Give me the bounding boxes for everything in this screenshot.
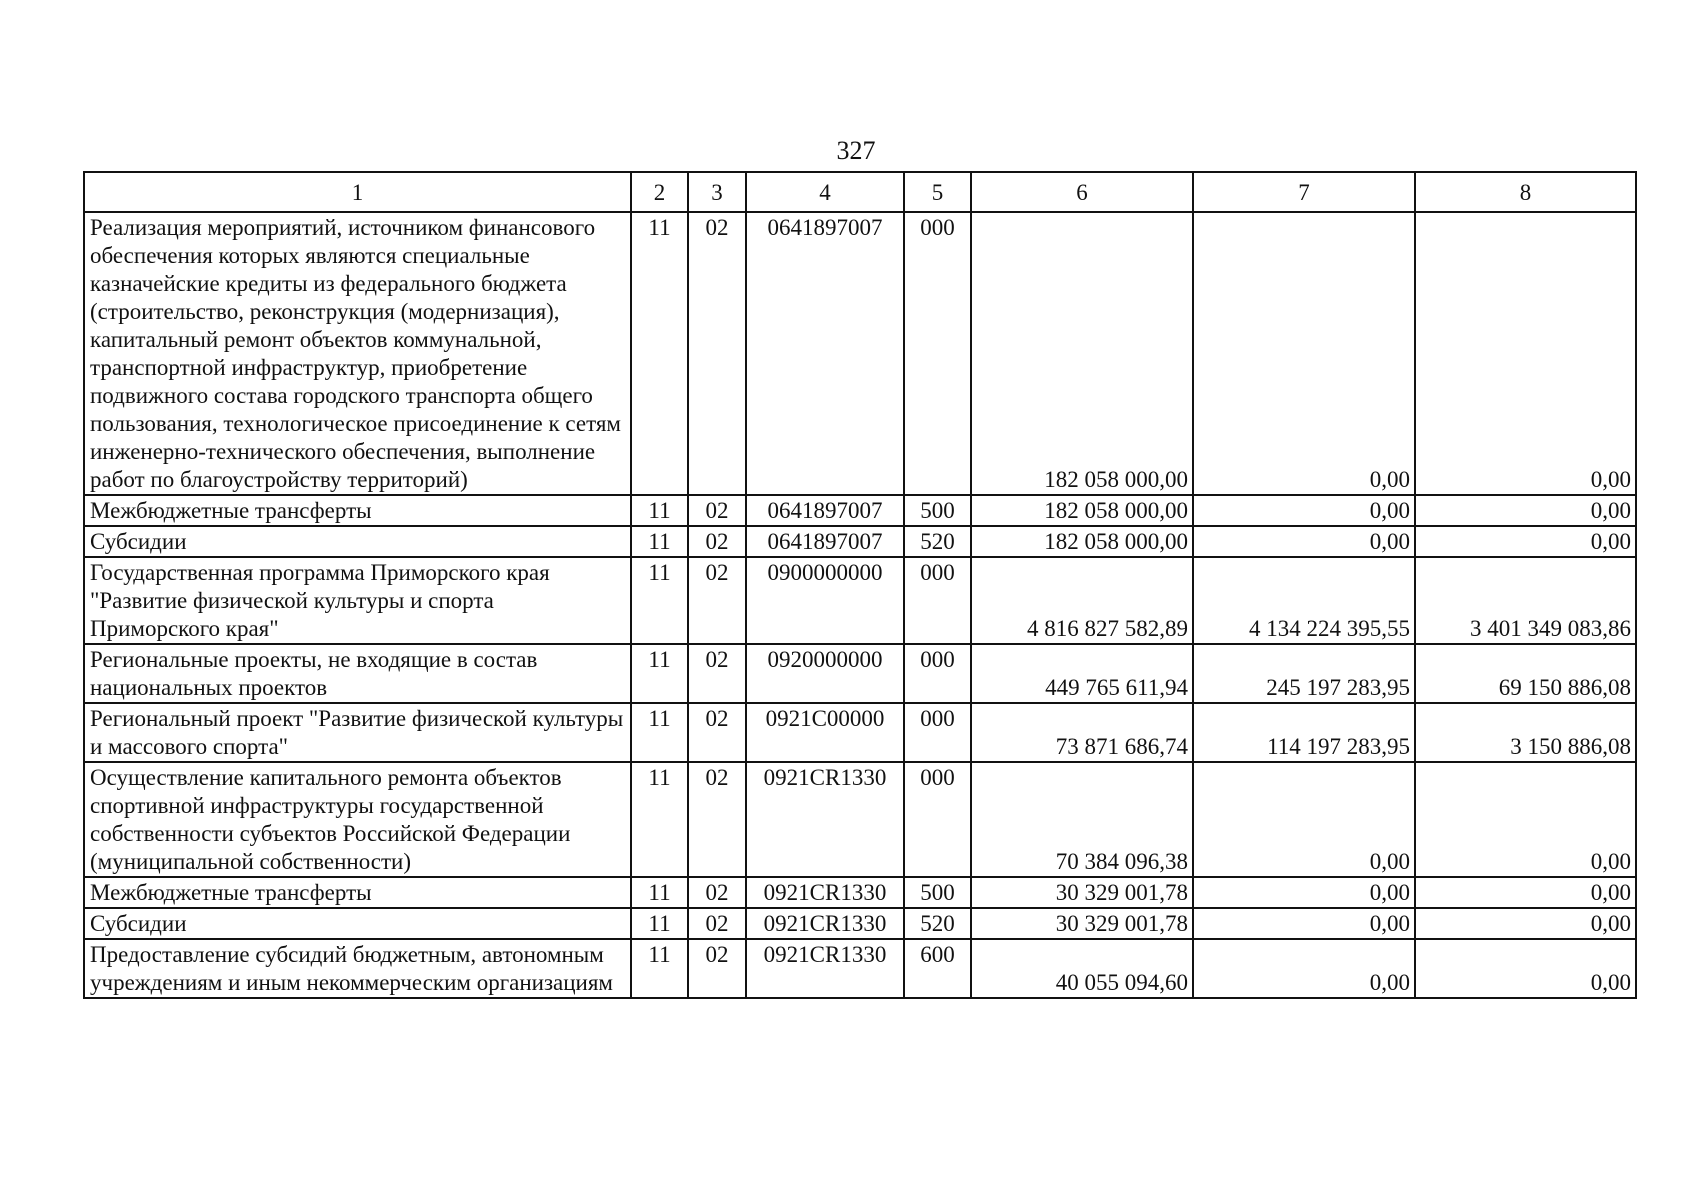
amount-col-8: 0,00 bbox=[1415, 526, 1636, 557]
header-cell: 5 bbox=[904, 172, 971, 212]
subsection-code: 02 bbox=[688, 762, 746, 877]
subsection-code: 02 bbox=[688, 557, 746, 644]
header-cell: 6 bbox=[971, 172, 1193, 212]
amount-col-7: 0,00 bbox=[1193, 877, 1415, 908]
header-cell: 8 bbox=[1415, 172, 1636, 212]
target-article-code: 0641897007 bbox=[746, 212, 904, 495]
row-name: Межбюджетные трансферты bbox=[84, 495, 631, 526]
section-code: 11 bbox=[631, 212, 688, 495]
subsection-code: 02 bbox=[688, 877, 746, 908]
expense-type-code: 000 bbox=[904, 703, 971, 762]
amount-col-7: 0,00 bbox=[1193, 212, 1415, 495]
row-name: Региональный проект "Развитие физической культуры и массового спорта" bbox=[84, 703, 631, 762]
table-row bbox=[84, 495, 1636, 526]
amount-col-6: 182 058 000,00 bbox=[971, 495, 1193, 526]
amount-col-8: 0,00 bbox=[1415, 908, 1636, 939]
table-row bbox=[84, 877, 1636, 908]
section-code: 11 bbox=[631, 939, 688, 998]
target-article-code: 0921С00000 bbox=[746, 703, 904, 762]
page-number: 327 bbox=[836, 136, 876, 165]
subsection-code: 02 bbox=[688, 644, 746, 703]
amount-col-6: 70 384 096,38 bbox=[971, 762, 1193, 877]
expense-type-code: 000 bbox=[904, 762, 971, 877]
row-name: Региональные проекты, не входящие в состав национальных проектов bbox=[84, 644, 631, 703]
expense-type-code: 000 bbox=[904, 212, 971, 495]
expense-type-code: 520 bbox=[904, 526, 971, 557]
target-article-code: 0921CR1330 bbox=[746, 762, 904, 877]
section-code: 11 bbox=[631, 557, 688, 644]
header-cell: 3 bbox=[688, 172, 746, 212]
target-article-code: 0641897007 bbox=[746, 526, 904, 557]
amount-col-8: 0,00 bbox=[1415, 939, 1636, 998]
row-name: Субсидии bbox=[84, 908, 631, 939]
amount-col-7: 4 134 224 395,55 bbox=[1193, 557, 1415, 644]
expense-type-code: 600 bbox=[904, 939, 971, 998]
amount-col-8: 69 150 886,08 bbox=[1415, 644, 1636, 703]
row-name: Предоставление субсидий бюджетным, автономным учреждениям и иным некоммерческим организациям bbox=[84, 939, 631, 998]
amount-col-7: 0,00 bbox=[1193, 908, 1415, 939]
expense-type-code: 000 bbox=[904, 557, 971, 644]
table-row bbox=[84, 644, 1636, 703]
table-row bbox=[84, 526, 1636, 557]
expense-type-code: 500 bbox=[904, 877, 971, 908]
table-header-row bbox=[84, 172, 1636, 212]
amount-col-8: 3 150 886,08 bbox=[1415, 703, 1636, 762]
header-cell: 1 bbox=[84, 172, 631, 212]
amount-col-6: 30 329 001,78 bbox=[971, 908, 1193, 939]
subsection-code: 02 bbox=[688, 939, 746, 998]
row-name: Реализация мероприятий, источником финансового обеспечения которых являются специальные казначейские кредиты из федерального бюджета (строительство, реконструкция (модернизация), капитальный ремонт объектов коммунальной, транспортной инфраструктур, приобретение подвижного состава городского транспорта общего пользования, технологическое присоединение к сетям инженерно-технического обеспечения, выполнение работ по благоустройству территорий) bbox=[84, 212, 631, 495]
row-name: Субсидии bbox=[84, 526, 631, 557]
subsection-code: 02 bbox=[688, 495, 746, 526]
amount-col-6: 449 765 611,94 bbox=[971, 644, 1193, 703]
section-code: 11 bbox=[631, 877, 688, 908]
header-cell: 4 bbox=[746, 172, 904, 212]
expense-type-code: 000 bbox=[904, 644, 971, 703]
target-article-code: 0641897007 bbox=[746, 495, 904, 526]
table-row bbox=[84, 762, 1636, 877]
row-name: Государственная программа Приморского края "Развитие физической культуры и спорта Приморского края" bbox=[84, 557, 631, 644]
amount-col-7: 0,00 bbox=[1193, 939, 1415, 998]
table-row bbox=[84, 212, 1636, 495]
subsection-code: 02 bbox=[688, 908, 746, 939]
section-code: 11 bbox=[631, 526, 688, 557]
amount-col-8: 3 401 349 083,86 bbox=[1415, 557, 1636, 644]
target-article-code: 0921CR1330 bbox=[746, 877, 904, 908]
section-code: 11 bbox=[631, 644, 688, 703]
table-row bbox=[84, 557, 1636, 644]
table-row bbox=[84, 703, 1636, 762]
amount-col-8: 0,00 bbox=[1415, 877, 1636, 908]
amount-col-6: 182 058 000,00 bbox=[971, 526, 1193, 557]
amount-col-7: 0,00 bbox=[1193, 762, 1415, 877]
subsection-code: 02 bbox=[688, 703, 746, 762]
subsection-code: 02 bbox=[688, 212, 746, 495]
amount-col-6: 30 329 001,78 bbox=[971, 877, 1193, 908]
section-code: 11 bbox=[631, 703, 688, 762]
amount-col-7: 245 197 283,95 bbox=[1193, 644, 1415, 703]
amount-col-8: 0,00 bbox=[1415, 212, 1636, 495]
subsection-code: 02 bbox=[688, 526, 746, 557]
table-row bbox=[84, 908, 1636, 939]
amount-col-7: 0,00 bbox=[1193, 526, 1415, 557]
amount-col-8: 0,00 bbox=[1415, 762, 1636, 877]
amount-col-7: 0,00 bbox=[1193, 495, 1415, 526]
target-article-code: 0920000000 bbox=[746, 644, 904, 703]
amount-col-6: 73 871 686,74 bbox=[971, 703, 1193, 762]
target-article-code: 0900000000 bbox=[746, 557, 904, 644]
amount-col-6: 182 058 000,00 bbox=[971, 212, 1193, 495]
amount-col-6: 4 816 827 582,89 bbox=[971, 557, 1193, 644]
target-article-code: 0921CR1330 bbox=[746, 939, 904, 998]
header-cell: 2 bbox=[631, 172, 688, 212]
amount-col-6: 40 055 094,60 bbox=[971, 939, 1193, 998]
section-code: 11 bbox=[631, 495, 688, 526]
expense-type-code: 520 bbox=[904, 908, 971, 939]
row-name: Осуществление капитального ремонта объектов спортивной инфраструктуры государственной собственности субъектов Российской Федерации (муниципальной собственности) bbox=[84, 762, 631, 877]
row-name: Межбюджетные трансферты bbox=[84, 877, 631, 908]
table-row bbox=[84, 939, 1636, 998]
header-cell: 7 bbox=[1193, 172, 1415, 212]
section-code: 11 bbox=[631, 762, 688, 877]
amount-col-7: 114 197 283,95 bbox=[1193, 703, 1415, 762]
target-article-code: 0921CR1330 bbox=[746, 908, 904, 939]
budget-table bbox=[83, 171, 1637, 999]
section-code: 11 bbox=[631, 908, 688, 939]
expense-type-code: 500 bbox=[904, 495, 971, 526]
amount-col-8: 0,00 bbox=[1415, 495, 1636, 526]
